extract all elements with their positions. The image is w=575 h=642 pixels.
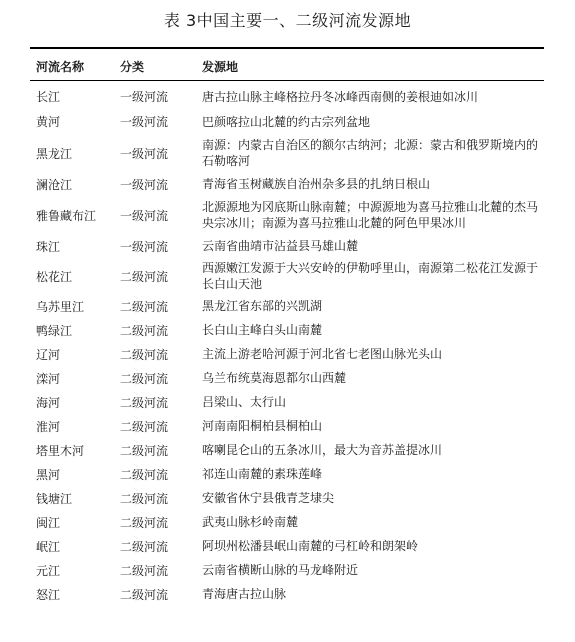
river-name: 淮河 <box>36 419 61 434</box>
river-source: 黑龙江省东部的兴凯湖 <box>202 299 323 313</box>
river-name: 黑河 <box>36 467 61 482</box>
table-row <box>30 318 544 342</box>
river-source: 云南省横断山脉的马龙峰附近 <box>202 563 359 577</box>
table-row <box>30 486 544 510</box>
river-source: 喀喇昆仑山的五条冰川，最大为音苏盖提冰川 <box>202 443 443 457</box>
river-source: 北源源地为冈底斯山脉南麓；中源源地为喜马拉雅山北麓的杰马央宗冰川；南源为喜马拉雅山北麓的阿色甲果冰川 <box>202 200 539 230</box>
table-row <box>30 414 544 438</box>
river-source: 乌兰布统莫海恩都尔山西麓 <box>202 371 347 385</box>
river-source: 河南南阳桐柏县桐柏山 <box>202 419 323 433</box>
table-row <box>30 84 544 109</box>
river-source: 祁连山南麓的素珠莲峰 <box>202 467 323 481</box>
river-name: 塔里木河 <box>36 443 85 458</box>
table-row <box>30 510 544 534</box>
river-name: 辽河 <box>36 347 61 362</box>
river-source: 阿坝州松潘县岷山南麓的弓杠岭和朗架岭 <box>202 539 419 553</box>
river-name: 珠江 <box>36 239 61 254</box>
river-category: 二级河流 <box>120 347 169 362</box>
river-category: 二级河流 <box>120 443 169 458</box>
river-category: 二级河流 <box>120 491 169 506</box>
table-row <box>30 558 544 582</box>
river-category: 一级河流 <box>120 146 169 161</box>
table-row <box>30 172 544 196</box>
river-source: 唐古拉山脉主峰格拉丹冬冰峰西南侧的姜根迪如冰川 <box>202 89 479 104</box>
top-rule <box>30 47 544 49</box>
table-row <box>30 534 544 558</box>
river-category: 二级河流 <box>120 563 169 578</box>
table-row <box>30 438 544 462</box>
table-row <box>30 366 544 390</box>
river-source: 安徽省休宁县俄青芝埭尖 <box>202 491 335 505</box>
river-name: 长江 <box>36 90 61 104</box>
table-row <box>30 109 544 134</box>
table-row <box>30 134 544 172</box>
river-category: 二级河流 <box>120 299 169 314</box>
river-source: 吕梁山、太行山 <box>202 395 287 409</box>
river-name: 黄河 <box>36 115 61 129</box>
river-name: 元江 <box>36 563 61 578</box>
river-name: 乌苏里江 <box>36 299 85 314</box>
river-name: 雅鲁藏布江 <box>36 208 97 223</box>
table-row <box>30 462 544 486</box>
header-name: 河流名称 <box>36 60 85 74</box>
river-name: 海河 <box>36 395 61 410</box>
table-body <box>30 84 544 606</box>
river-name: 滦河 <box>36 371 61 386</box>
river-category: 二级河流 <box>120 269 169 284</box>
river-source: 巴颜喀拉山北麓的约古宗列盆地 <box>202 114 371 129</box>
table-row <box>30 234 544 258</box>
river-source: 长白山主峰白头山南麓 <box>202 323 323 337</box>
river-source: 云南省曲靖市沾益县马雄山麓 <box>202 239 359 253</box>
river-name: 岷江 <box>36 539 61 554</box>
river-source: 西源嫩江发源于大兴安岭的伊勒呼里山，南源第二松花江发源于长白山天池 <box>202 261 539 291</box>
table-header <box>30 50 544 80</box>
table-row <box>30 342 544 366</box>
river-name: 钱塘江 <box>36 491 73 506</box>
river-category: 一级河流 <box>120 177 169 192</box>
river-name: 怒江 <box>36 587 61 602</box>
river-category: 二级河流 <box>120 515 169 530</box>
river-category: 二级河流 <box>120 539 169 554</box>
river-category: 二级河流 <box>120 371 169 386</box>
river-name: 闽江 <box>36 515 61 530</box>
river-name: 鸭绿江 <box>36 323 73 338</box>
header-rule <box>30 80 544 81</box>
river-category: 二级河流 <box>120 467 169 482</box>
table-row <box>30 294 544 318</box>
river-name: 澜沧江 <box>36 177 73 192</box>
table-row <box>30 582 544 606</box>
river-category: 二级河流 <box>120 323 169 338</box>
river-category: 二级河流 <box>120 395 169 410</box>
river-category: 二级河流 <box>120 419 169 434</box>
river-source: 武夷山脉杉岭南麓 <box>202 515 299 529</box>
river-source: 青海省玉树藏族自治州杂多县的扎纳日根山 <box>202 177 431 191</box>
river-name: 松花江 <box>36 269 73 284</box>
river-name: 黑龙江 <box>36 146 73 161</box>
river-category: 一级河流 <box>120 90 169 104</box>
table-row <box>30 196 544 234</box>
river-source: 主流上游老哈河源于河北省七老图山脉光头山 <box>202 347 443 361</box>
table-row <box>30 390 544 414</box>
river-source: 南源：内蒙古自治区的额尔古纳河；北源：蒙古和俄罗斯境内的石勒喀河 <box>202 138 539 168</box>
river-category: 二级河流 <box>120 587 169 602</box>
table-title: 表 3中国主要一、二级河流发源地 <box>163 11 412 30</box>
table-row <box>30 258 544 294</box>
header-source: 发源地 <box>202 60 239 74</box>
river-category: 一级河流 <box>120 208 169 223</box>
river-category: 一级河流 <box>120 115 169 129</box>
header-category: 分类 <box>120 60 145 74</box>
river-category: 一级河流 <box>120 239 169 254</box>
river-source: 青海唐古拉山脉 <box>202 587 287 601</box>
